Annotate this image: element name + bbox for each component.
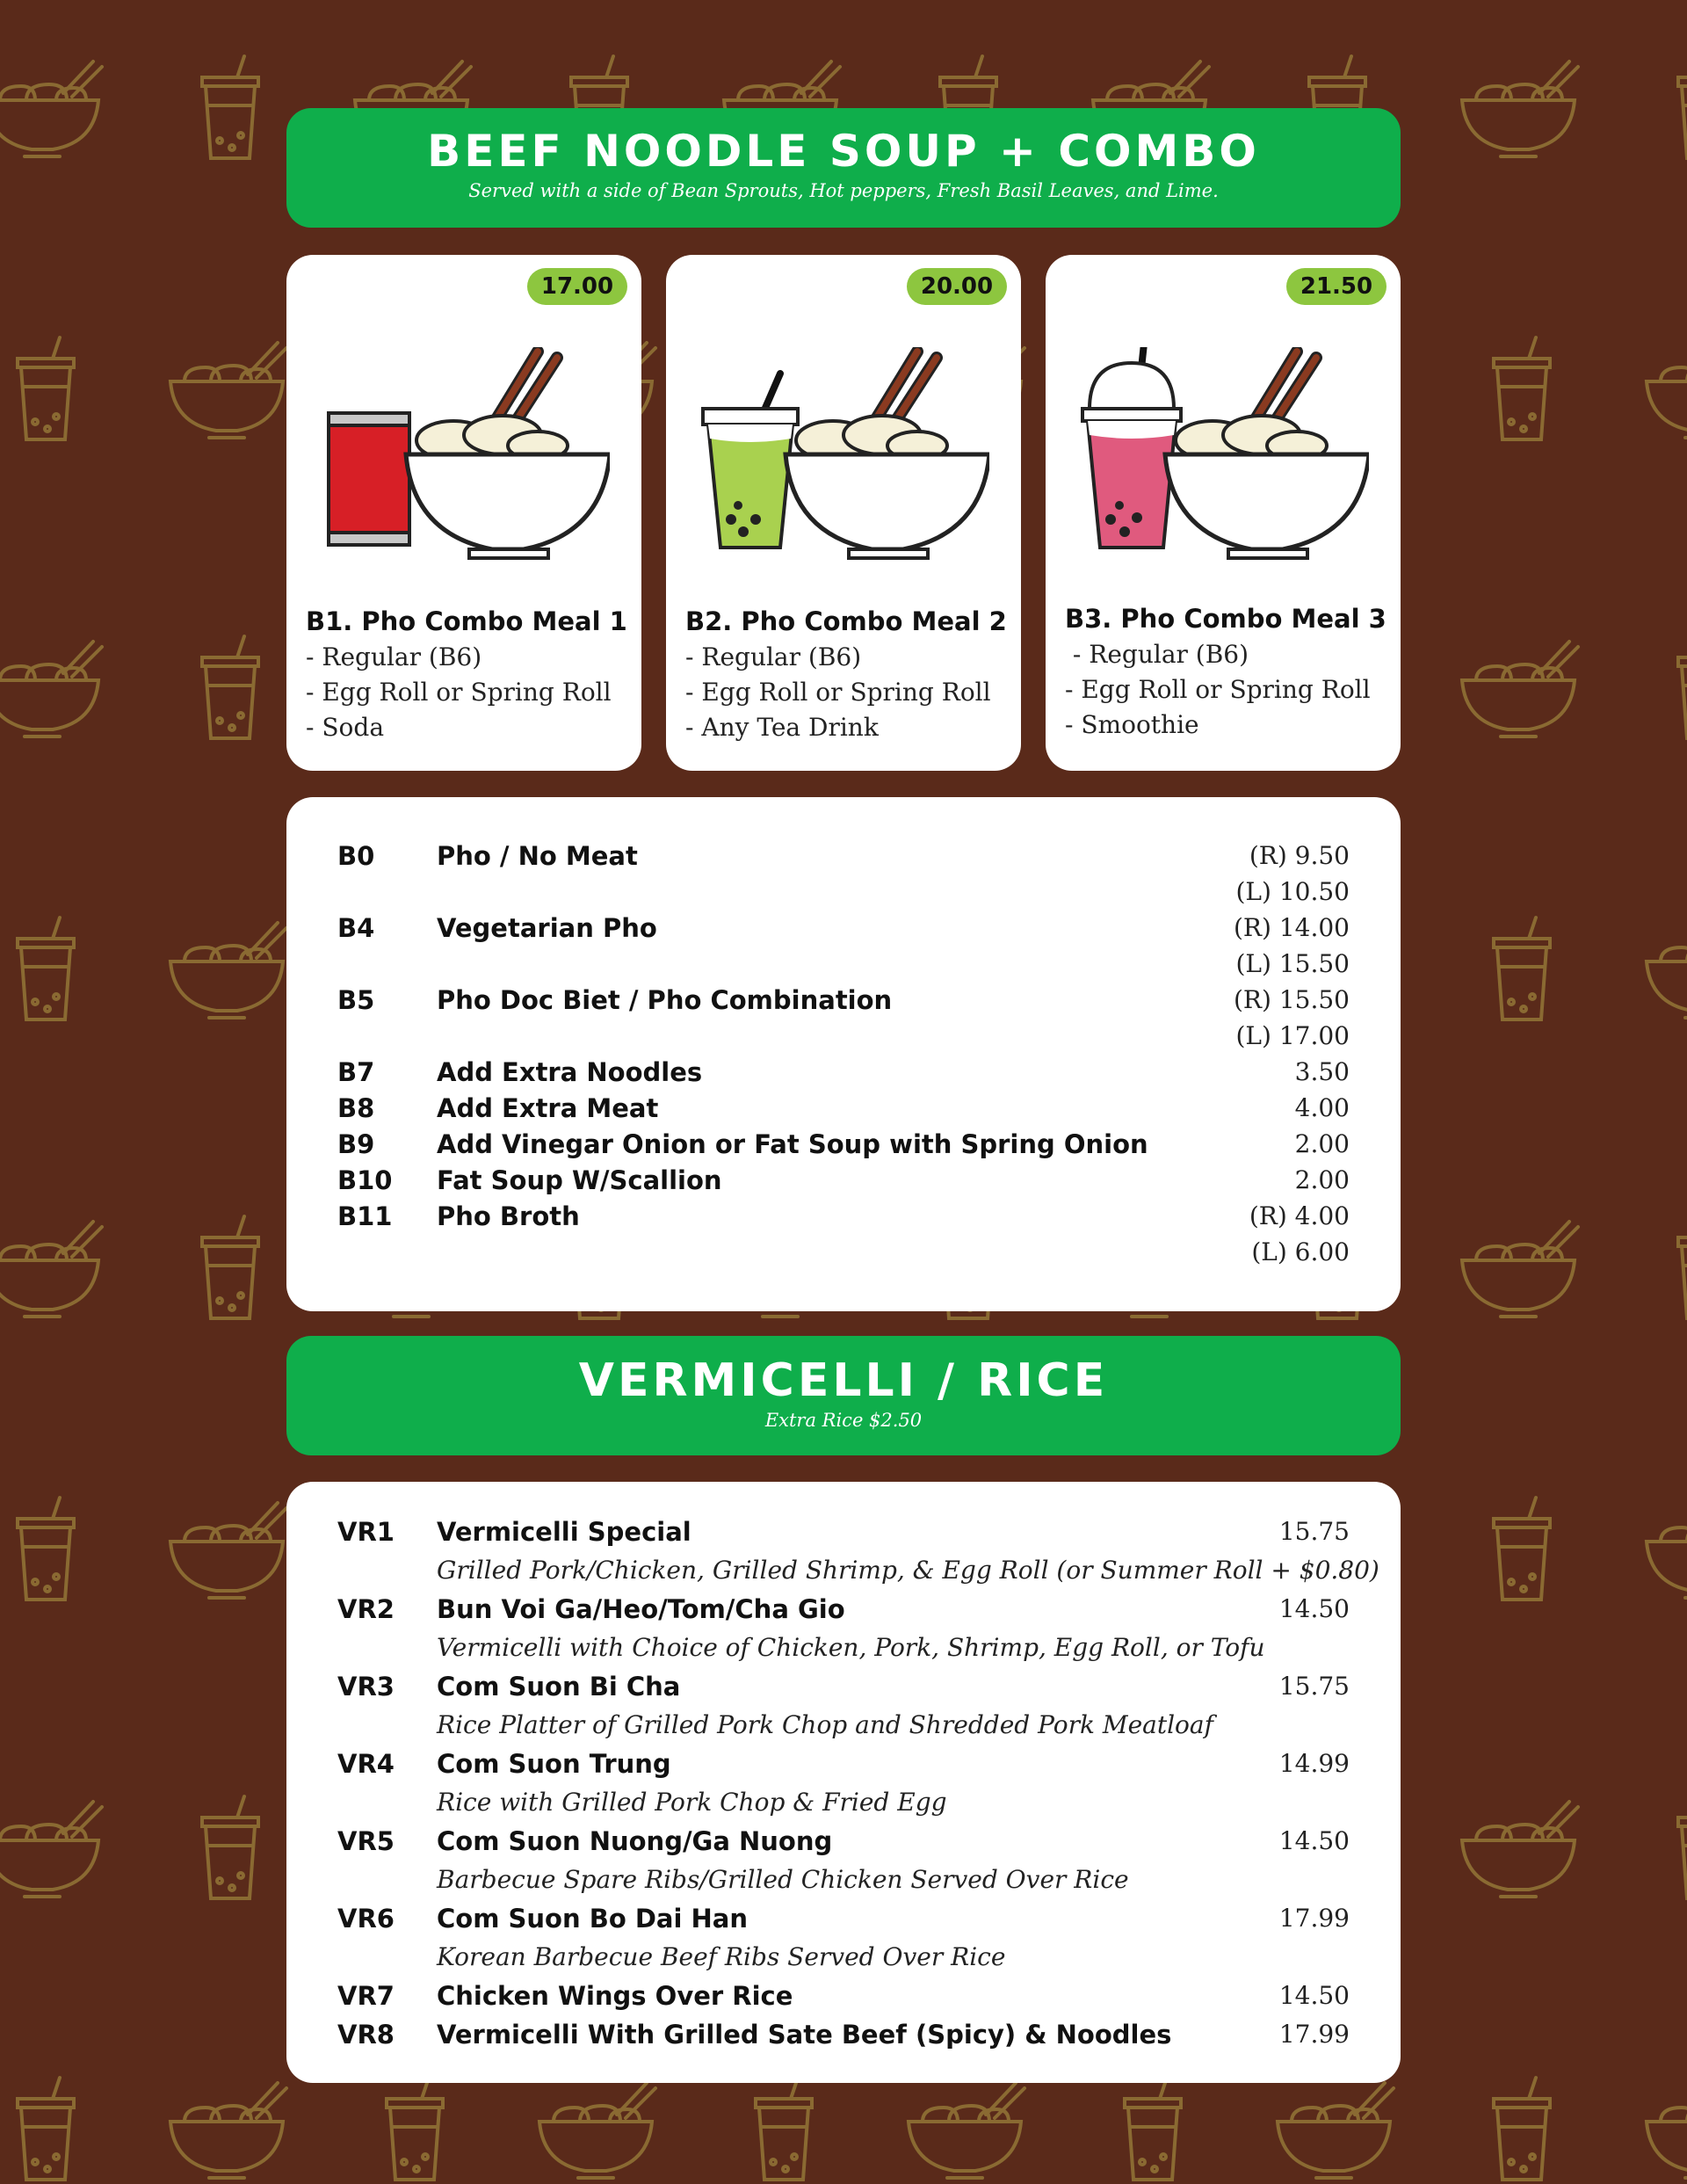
combo-details (685, 606, 1014, 745)
item-price: 14.50 (1278, 1826, 1350, 1855)
item-name: Bun Voi Ga/Heo/Tom/Cha Gio (437, 1594, 845, 1624)
item-code: VR7 (337, 1981, 395, 2011)
item-name: Vermicelli Special (437, 1517, 691, 1547)
item-code: VR2 (337, 1594, 395, 1624)
price-badge: 17.00 (527, 268, 627, 305)
combo-line: - Smoothie (1065, 710, 1199, 739)
pho-menu-panel (286, 797, 1401, 1311)
item-price: 17.99 (1278, 1904, 1350, 1933)
combo-name: B1. Pho Combo Meal 1 (306, 606, 627, 636)
item-price: 17.99 (1278, 2020, 1350, 2049)
item-name: Add Vinegar Onion or Fat Soup with Spring Onion (437, 1129, 1148, 1159)
item-name: Add Extra Noodles (437, 1057, 703, 1087)
item-code: B9 (337, 1129, 375, 1159)
item-price: (R) 4.00 (1249, 1201, 1350, 1230)
item-name: Pho Broth (437, 1201, 580, 1231)
item-description (337, 1788, 1350, 1824)
menu-item-b9[interactable] (337, 1129, 1350, 1165)
menu-item-b10[interactable] (337, 1165, 1350, 1201)
menu-item-vr2[interactable] (337, 1594, 1350, 1630)
item-description (337, 1556, 1379, 1592)
item-code: VR6 (337, 1904, 395, 1934)
section-banner-vermicelli-rice (286, 1336, 1401, 1455)
price-badge: 20.00 (907, 268, 1007, 305)
item-price: 15.75 (1278, 1672, 1350, 1701)
item-description (337, 1710, 1350, 1746)
combo-line: - Regular (B6) (1065, 640, 1249, 669)
item-price: 2.00 (1294, 1129, 1350, 1158)
item-price: 14.50 (1278, 1594, 1350, 1623)
item-desc: Barbecue Spare Ribs/Grilled Chicken Served Over Rice (437, 1865, 1129, 1894)
price-badge: 21.50 (1286, 268, 1387, 305)
section-title: BEEF NOODLE SOUP + COMBO (427, 126, 1260, 177)
menu-item-vr3[interactable] (337, 1672, 1350, 1708)
menu-item-b4[interactable] (337, 913, 1350, 949)
item-price: 4.00 (1294, 1093, 1350, 1122)
menu-item-vr4[interactable] (337, 1749, 1350, 1785)
combo-card-2[interactable] (666, 255, 1021, 771)
item-price: (R) 9.50 (1249, 841, 1350, 870)
item-description (337, 1942, 1350, 1978)
item-code: B7 (337, 1057, 375, 1087)
item-price: (R) 15.50 (1234, 985, 1350, 1014)
item-code: VR1 (337, 1517, 395, 1547)
item-price: 14.99 (1278, 1749, 1350, 1778)
combo-line: - Soda (306, 713, 385, 742)
item-name: Vermicelli With Grilled Sate Beef (Spicy) & Noodles (437, 2020, 1172, 2050)
menu-item-vr1[interactable] (337, 1517, 1350, 1553)
menu-item-b11-large (337, 1237, 1350, 1273)
item-code: B4 (337, 913, 375, 943)
smoothie-cup-icon (1079, 347, 1369, 580)
section-title: VERMICELLI / RICE (578, 1354, 1109, 1407)
item-code: B8 (337, 1093, 375, 1123)
menu-item-b0-large (337, 877, 1350, 913)
combo-details (306, 606, 634, 745)
combo-details (1065, 604, 1394, 743)
item-description (337, 1865, 1350, 1901)
combo-line: - Egg Roll or Spring Roll (1065, 675, 1371, 704)
menu-item-vr7[interactable] (337, 1981, 1350, 2017)
item-code: B10 (337, 1165, 393, 1195)
item-price: (L) 17.00 (1235, 1021, 1350, 1050)
item-code: B5 (337, 985, 375, 1015)
menu-item-b8[interactable] (337, 1093, 1350, 1129)
item-code: B11 (337, 1201, 393, 1231)
menu-item-b5[interactable] (337, 985, 1350, 1021)
item-price: 14.50 (1278, 1981, 1350, 2010)
vermicelli-menu-panel (286, 1482, 1401, 2083)
item-code: VR8 (337, 2020, 395, 2050)
combo-line: - Regular (B6) (685, 642, 862, 671)
item-name: Com Suon Trung (437, 1749, 671, 1779)
item-name: Pho Doc Biet / Pho Combination (437, 985, 893, 1015)
combo-line: - Any Tea Drink (685, 713, 879, 742)
menu-item-b0[interactable] (337, 841, 1350, 877)
menu-item-b7[interactable] (337, 1057, 1350, 1093)
item-price: 2.00 (1294, 1165, 1350, 1194)
item-price: 15.75 (1278, 1517, 1350, 1546)
item-name: Vegetarian Pho (437, 913, 657, 943)
menu-item-b4-large (337, 949, 1350, 985)
item-code: VR5 (337, 1826, 395, 1856)
combo-line: - Egg Roll or Spring Roll (306, 678, 612, 707)
item-name: Fat Soup W/Scallion (437, 1165, 722, 1195)
item-code: VR3 (337, 1672, 395, 1701)
item-name: Com Suon Nuong/Ga Nuong (437, 1826, 833, 1856)
section-subtitle: Served with a side of Bean Sprouts, Hot peppers, Fresh Basil Leaves, and Lime. (468, 180, 1219, 201)
item-name: Add Extra Meat (437, 1093, 659, 1123)
menu-item-b11[interactable] (337, 1201, 1350, 1237)
item-desc: Vermicelli with Choice of Chicken, Pork, Shrimp, Egg Roll, or Tofu (437, 1633, 1265, 1662)
combo-line: - Egg Roll or Spring Roll (685, 678, 991, 707)
item-price: (L) 6.00 (1251, 1237, 1350, 1266)
item-description (337, 1633, 1350, 1669)
item-desc: Rice Platter of Grilled Pork Chop and Shredded Pork Meatloaf (437, 1710, 1213, 1739)
section-subtitle: Extra Rice $2.50 (764, 1410, 923, 1431)
item-desc: Korean Barbecue Beef Ribs Served Over Rice (437, 1942, 1006, 1971)
soda-can-icon (320, 347, 610, 580)
combo-card-3[interactable] (1046, 255, 1401, 771)
combo-card-1[interactable] (286, 255, 641, 771)
tea-cup-icon (699, 347, 989, 580)
item-name: Pho / No Meat (437, 841, 638, 871)
item-name: Com Suon Bi Cha (437, 1672, 681, 1701)
item-price: (R) 14.00 (1234, 913, 1350, 942)
item-desc: Grilled Pork/Chicken, Grilled Shrimp, & Egg Roll (or Summer Roll + $0.80) (437, 1556, 1379, 1585)
item-price: (L) 10.50 (1235, 877, 1350, 906)
combo-line: - Regular (B6) (306, 642, 482, 671)
item-code: VR4 (337, 1749, 395, 1779)
menu-item-vr6[interactable] (337, 1904, 1350, 1940)
section-banner-beef-noodle-soup (286, 108, 1401, 228)
menu-item-vr8[interactable] (337, 2020, 1350, 2056)
menu-item-b5-large (337, 1021, 1350, 1057)
item-code: B0 (337, 841, 375, 871)
item-price: 3.50 (1294, 1057, 1350, 1086)
combo-name: B2. Pho Combo Meal 2 (685, 606, 1007, 636)
item-desc: Rice with Grilled Pork Chop & Fried Egg (437, 1788, 947, 1817)
menu-item-vr5[interactable] (337, 1826, 1350, 1862)
item-price: (L) 15.50 (1235, 949, 1350, 978)
item-name: Com Suon Bo Dai Han (437, 1904, 749, 1934)
item-name: Chicken Wings Over Rice (437, 1981, 793, 2011)
combo-name: B3. Pho Combo Meal 3 (1065, 604, 1387, 634)
